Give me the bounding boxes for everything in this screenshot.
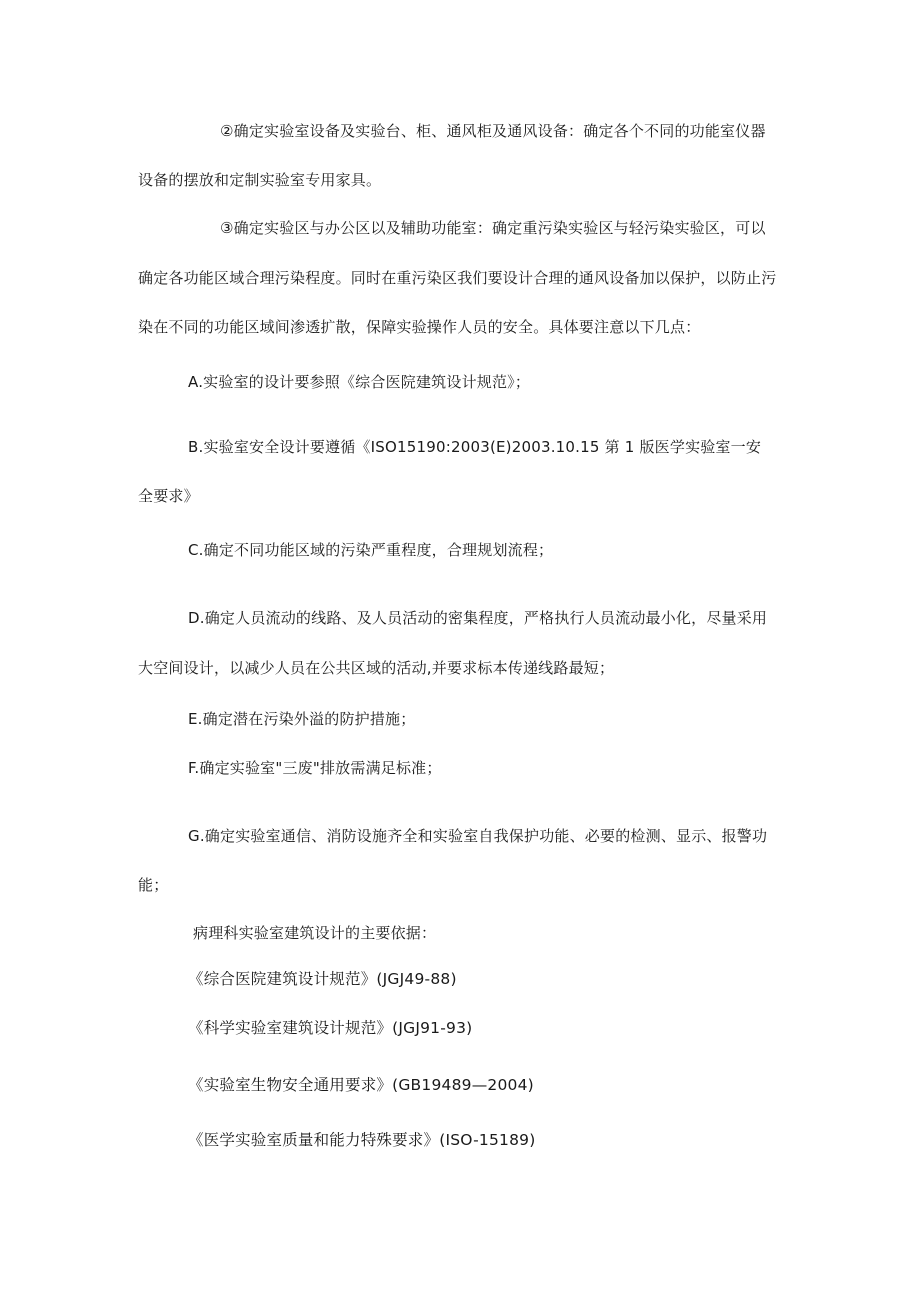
basis-ref-1: 《综合医院建筑设计规范》(JGJ49-88) xyxy=(188,970,457,988)
item-a: A.实验室的设计要参照《综合医院建筑设计规范》； xyxy=(188,373,531,391)
paragraph-2-line-1: ②确定实验室设备及实验台、柜、通风柜及通风设备：确定各个不同的功能室仪器 xyxy=(220,122,766,140)
item-f: F.确定实验室"三废"排放需满足标准； xyxy=(188,759,442,777)
item-d-line-1: D.确定人员流动的线路、及人员活动的密集程度，严格执行人员流动最小化，尽量采用 xyxy=(188,609,768,627)
item-c: C.确定不同功能区域的污染严重程度，合理规划流程； xyxy=(188,541,554,559)
basis-title: 病理科实验室建筑设计的主要依据： xyxy=(193,924,437,942)
item-g-line-2: 能； xyxy=(138,876,169,894)
item-e: E.确定潜在污染外溢的防护措施； xyxy=(188,710,416,728)
paragraph-2-line-2: 设备的摆放和定制实验室专用家具。 xyxy=(138,171,382,189)
basis-ref-3: 《实验室生物安全通用要求》(GB19489—2004) xyxy=(188,1076,534,1094)
item-d-line-2: 大空间设计，以减少人员在公共区域的活动,并要求标本传递线路最短； xyxy=(138,659,615,677)
item-g-line-1: G.确定实验室通信、消防设施齐全和实验室自我保护功能、必要的检测、显示、报警功 xyxy=(188,827,768,845)
item-b-line-1: B.实验室安全设计要遵循《ISO15190:2003(E)2003.10.15 第 1 版医学实验室一安 xyxy=(188,438,762,456)
item-b-line-2: 全要求》 xyxy=(138,487,199,505)
paragraph-3-line-3: 染在不同的功能区域间渗透扩散，保障实验操作人员的安全。具体要注意以下几点： xyxy=(138,318,701,336)
paragraph-3-line-1: ③确定实验区与办公区以及辅助功能室：确定重污染实验区与轻污染实验区，可以 xyxy=(220,219,766,237)
basis-ref-2: 《科学实验室建筑设计规范》(JGJ91-93) xyxy=(188,1019,473,1037)
basis-ref-4: 《医学实验室质量和能力特殊要求》(ISO-15189) xyxy=(188,1131,536,1149)
paragraph-3-line-2: 确定各功能区域合理污染程度。同时在重污染区我们要设计合理的通风设备加以保护，以防止污 xyxy=(138,269,777,287)
